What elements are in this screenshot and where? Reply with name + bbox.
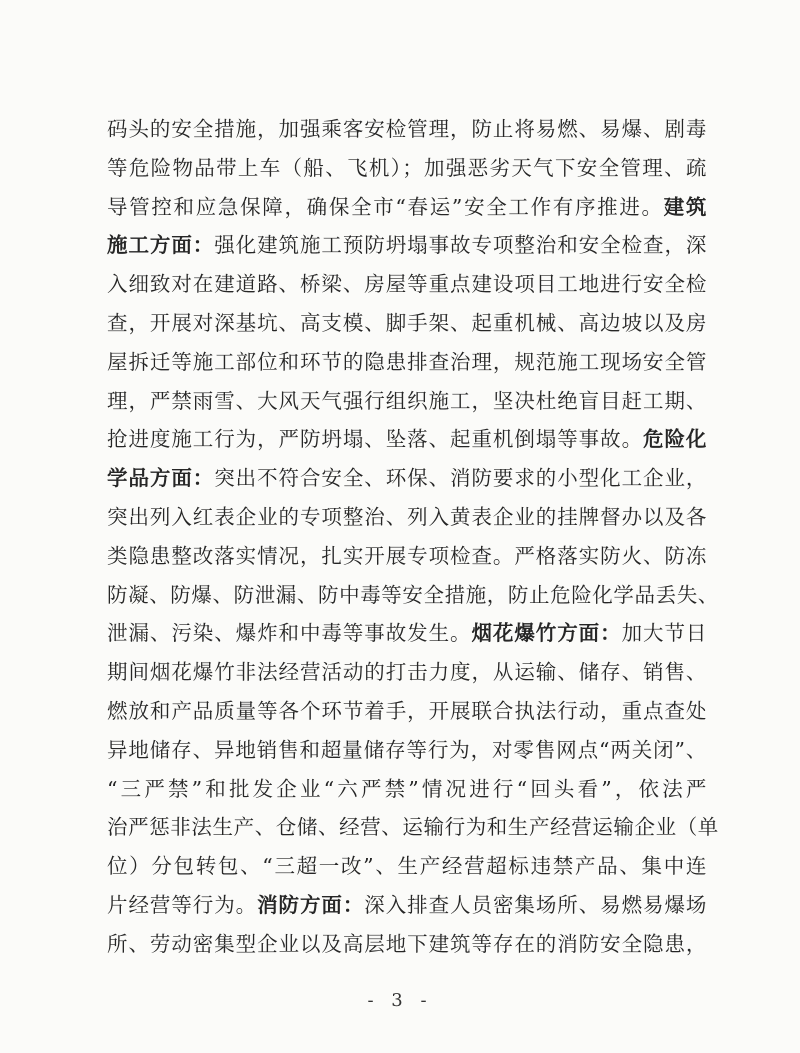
text-line bbox=[107, 808, 719, 847]
body-text-segment: 理，严禁雨雪、大风天气强行组织施工，坚决杜绝盲目赶工期、 bbox=[107, 388, 707, 413]
body-text-segment: 深入排查人员密集场所、易燃易爆场 bbox=[364, 892, 707, 917]
body-text-segment: 异地储存、异地销售和超量储存等行为，对零售网点“两关闭”、 bbox=[107, 737, 707, 762]
text-line bbox=[107, 614, 707, 653]
body-text-segment: 屋拆迁等施工部位和环节的隐患排查治理，规范施工现场安全管 bbox=[107, 349, 707, 374]
body-text-segment: 片经营等行为。 bbox=[107, 892, 258, 917]
text-line bbox=[107, 576, 719, 615]
body-text-segment: 加大节日 bbox=[621, 621, 707, 646]
body-text-segment: 泄漏、污染、爆炸和中毒等事故发生。 bbox=[107, 621, 472, 646]
body-text-segment: 强化建筑施工预防坍塌事故专项整治和安全检查，深 bbox=[214, 233, 707, 258]
text-line bbox=[107, 692, 707, 731]
text-line bbox=[107, 537, 707, 576]
body-text-segment: 燃放和产品质量等各个环节着手，开展联合执法行动，重点查处 bbox=[107, 698, 707, 723]
body-text-segment: 入细致对在建道路、桥梁、房屋等重点建设项目工地进行安全检 bbox=[107, 272, 707, 297]
text-line bbox=[107, 110, 707, 149]
text-line bbox=[107, 382, 707, 421]
body-text-segment: 等危险物品带上车（船、飞机）；加强恶劣天气下安全管理、疏 bbox=[107, 155, 707, 180]
text-line bbox=[107, 653, 707, 692]
text-line bbox=[107, 188, 707, 227]
body-text-segment: 所、劳动密集型企业以及高层地下建筑等存在的消防安全隐患， bbox=[107, 931, 707, 956]
text-line bbox=[107, 731, 707, 770]
body-text-segment: 抢进度施工行为，严防坍塌、坠落、起重机倒塌等事故。 bbox=[107, 427, 644, 452]
text-line bbox=[107, 420, 707, 459]
section-heading: 施工方面： bbox=[107, 233, 215, 258]
text-line bbox=[107, 149, 707, 188]
body-text-segment: 期间烟花爆竹非法经营活动的打击力度，从运输、储存、销售、 bbox=[107, 660, 707, 685]
text-line bbox=[107, 459, 707, 498]
text-line bbox=[107, 304, 707, 343]
body-text-segment: 突出不符合安全、环保、消防要求的小型化工企业， bbox=[214, 466, 707, 491]
body-paragraph bbox=[107, 110, 719, 964]
section-heading: 学品方面： bbox=[107, 466, 215, 491]
text-line bbox=[107, 925, 707, 964]
section-heading: 消防方面： bbox=[257, 892, 365, 917]
body-text-segment: “三严禁”和批发企业“六严禁”情况进行“回头看”，依法严 bbox=[107, 776, 707, 801]
body-text-segment: 治严惩非法生产、仓储、经营、运输行为和生产经营运输企业（单 bbox=[107, 815, 719, 840]
body-text-segment: 导管控和应急保障，确保全市“春运”安全工作有序推进。 bbox=[107, 194, 664, 219]
body-text-segment: 防凝、防爆、防泄漏、防中毒等安全措施，防止危险化学品丢失、 bbox=[107, 582, 719, 607]
body-text-segment: 码头的安全措施，加强乘客安检管理，防止将易燃、易爆、剧毒 bbox=[107, 117, 707, 141]
text-line bbox=[107, 265, 707, 304]
section-heading: 烟花爆竹方面： bbox=[471, 621, 622, 646]
text-line bbox=[107, 498, 707, 537]
text-line bbox=[107, 343, 707, 382]
text-line bbox=[107, 226, 707, 265]
body-text-segment: 突出列入红表企业的专项整治、列入黄表企业的挂牌督办以及各 bbox=[107, 504, 707, 529]
section-heading: 建筑 bbox=[663, 194, 708, 219]
body-text-segment: 查，开展对深基坑、高支模、脚手架、起重机械、高边坡以及房 bbox=[107, 310, 707, 335]
text-line bbox=[107, 847, 707, 886]
section-heading: 危险化 bbox=[643, 427, 707, 452]
page-number: - 3 - bbox=[367, 990, 433, 1011]
text-line bbox=[107, 886, 707, 925]
body-text-segment: 类隐患整改落实情况，扎实开展专项检查。严格落实防火、防冻 bbox=[107, 543, 707, 568]
body-text-segment: 位）分包转包、“三超一改”、生产经营超标违禁产品、集中连 bbox=[107, 854, 707, 879]
text-line bbox=[107, 770, 707, 809]
